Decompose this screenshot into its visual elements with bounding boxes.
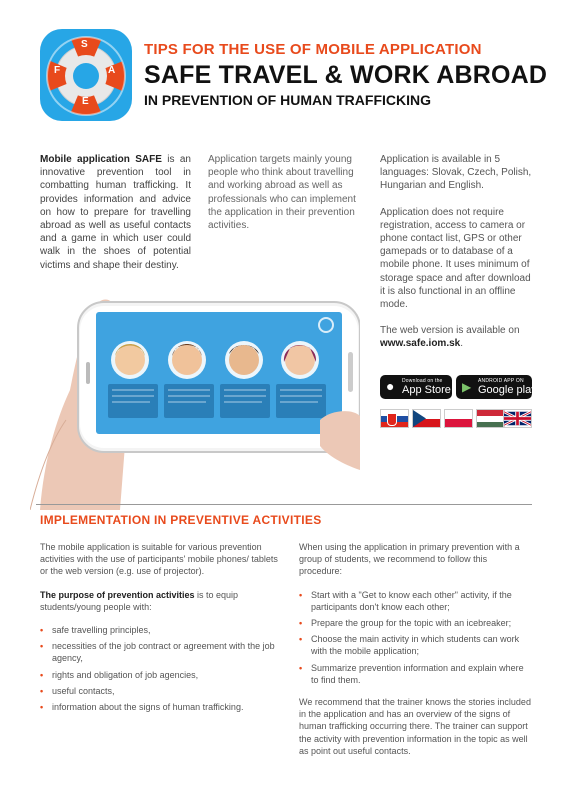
purpose-heading: The purpose of prevention activities [40,589,195,600]
list-item: • necessities of the job contract or agreement with the job agency, [40,640,278,664]
logo-letter-s: S [81,39,88,50]
intro-column-2 [208,153,363,245]
logo-letter-e: E [82,96,89,107]
list-item: • safe travelling principles, [40,624,278,636]
web-version-text: The web version is available on [380,325,520,337]
intro-text-1: is an innovative prevention tool in combatting human trafficking. It provides information and advice on how to prepare for travelling abroad as well as useful contacts and a game in which user could walk in the shoes of potential victims and shape their destiny. [40,154,191,271]
header-tagline: IN PREVENTION OF HUMAN TRAFFICKING [144,92,431,108]
procedure-intro: When using the application in primary prevention with a group of students, we recommend to follow this procedure: [299,542,520,577]
intro-text-2: Application targets mainly young people who think about travelling and working abroad as well as professionals who can implement the application in their prevention activities. [208,154,356,232]
play-icon: ▶ [462,380,472,394]
list-item: • information about the signs of human trafficking. [40,701,278,713]
app-store-badge[interactable] [380,375,452,399]
poland-flag[interactable] [444,409,473,428]
logo-letter-f: F [54,65,61,76]
list-item: • Summarize prevention information and explain where to find them. [299,662,532,686]
logo-letter-a: A [108,65,116,76]
hungary-flag[interactable] [476,409,505,428]
procedure-list [299,589,532,686]
implementation-left-column [40,541,278,723]
list-item: • rights and obligation of job agencies, [40,669,278,681]
intro-app-name: Mobile application SAFE [40,154,162,165]
list-item: • Prepare the group for the topic with an icebreaker; [299,617,532,629]
app-store-large-text: App Store [402,384,451,396]
header-subtitle: TIPS FOR THE USE OF MOBILE APPLICATION [144,41,482,58]
page-title: SAFE TRAVEL & WORK ABROAD [144,61,548,89]
intro-column-1 [40,153,191,285]
list-item: • Start with a "Get to know each other" activity, if the participants don't know each other; [299,589,532,613]
slovakia-flag[interactable] [380,409,409,428]
languages-text: Application is available in 5 languages: Slovak, Czech, Polish, Hungarian and English. [380,154,532,192]
purpose-text: is to equip students/young people with: [40,589,239,612]
uk-flag[interactable] [503,409,532,428]
trainer-recommendation: We recommend that the trainer knows the stories included in the application and has an overview of the signs of human trafficking occurring there. The trainer can support the activity with prevention information in the topic as well as point out useful contacts. [299,697,531,756]
apple-icon: ● [386,378,395,394]
google-play-badge[interactable] [456,375,537,399]
list-item: • useful contacts, [40,685,278,697]
section-divider [36,504,532,505]
phone-illustration [30,270,360,510]
section-title: IMPLEMENTATION IN PREVENTIVE ACTIVITIES [40,513,322,527]
web-url-link[interactable]: www.safe.iom.sk [380,338,461,350]
purpose-list [40,624,278,713]
app-store-small-text: Download on the [402,378,443,384]
czech-flag[interactable] [412,409,441,428]
suitability-text: The mobile application is suitable for various prevention activities with the use of participants' mobile phones/ tablets or the web version (e.g. use of projector). [40,542,278,577]
list-item: • Choose the main activity in which students can work with the mobile application; [299,633,532,657]
safe-app-logo [40,29,132,121]
google-play-large-text: Google play [478,384,537,396]
intro-column-3 [380,153,532,364]
google-play-small-text: ANDROID APP ON [478,378,524,384]
requirements-text: Application does not require registration, access to camera or phone contact list, GPS or other gamepads or to database of a mobile phone. It uses minimum of storage space and after download it is also functional in an offline mode. [380,206,531,311]
url-period: . [460,338,463,350]
implementation-right-column [299,541,532,768]
